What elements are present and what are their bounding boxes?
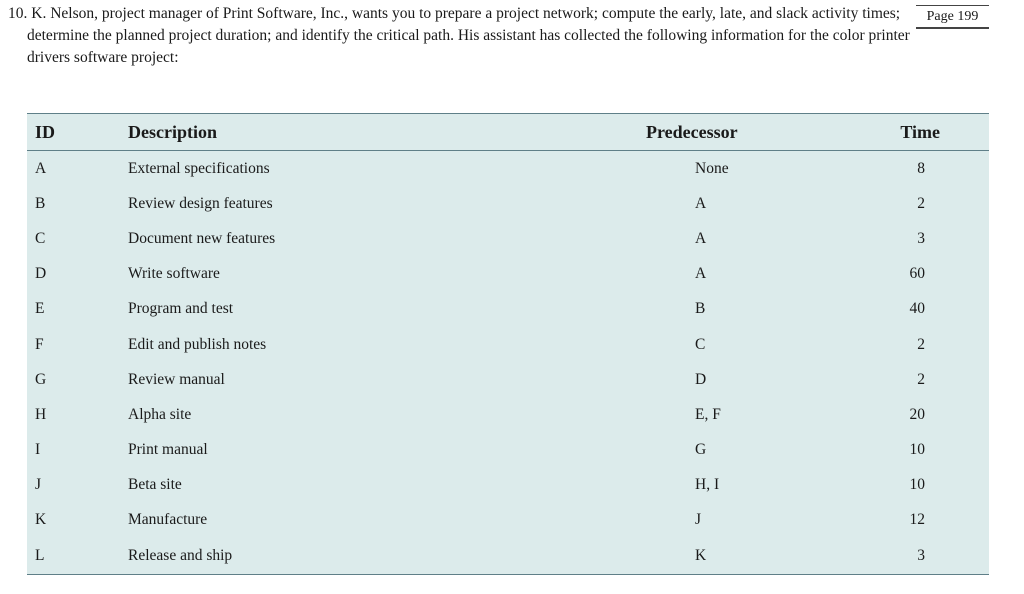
cell-description: Beta site: [128, 476, 182, 494]
cell-predecessor: A: [695, 229, 707, 247]
table-row: [27, 292, 989, 327]
table-row: [27, 151, 989, 187]
table-row: [27, 397, 989, 432]
cell-predecessor: K: [695, 546, 707, 564]
cell-description: Review design features: [128, 194, 273, 212]
header-description: Description: [128, 114, 608, 151]
cell-id: H: [35, 405, 47, 423]
cell-id: F: [35, 335, 44, 353]
cell-predecessor: H, I: [695, 476, 720, 494]
cell-time: 10: [909, 441, 925, 459]
cell-description: External specifications: [128, 159, 270, 177]
cell-predecessor: A: [695, 265, 707, 283]
table-row: [27, 433, 989, 468]
table-row: [27, 221, 989, 256]
cell-description: Manufacture: [128, 511, 208, 529]
cell-description: Print manual: [128, 441, 208, 459]
cell-description: Release and ship: [128, 546, 233, 564]
cell-time: 2: [917, 370, 925, 388]
cell-description: Review manual: [128, 370, 225, 388]
cell-time: 3: [917, 546, 925, 564]
cell-predecessor: A: [695, 194, 707, 212]
problem-statement: [8, 3, 927, 69]
cell-id: L: [35, 546, 45, 564]
cell-id: E: [35, 300, 45, 318]
cell-time: 20: [909, 405, 925, 423]
cell-description: Write software: [128, 265, 220, 283]
cell-id: J: [35, 476, 42, 494]
header-time: Time: [836, 114, 989, 151]
cell-predecessor: E, F: [695, 405, 721, 423]
activity-table: [27, 113, 989, 575]
cell-time: 2: [917, 335, 925, 353]
cell-predecessor: None: [695, 159, 729, 177]
table-row: [27, 257, 989, 292]
cell-description: Alpha site: [128, 405, 192, 423]
cell-id: I: [35, 441, 41, 459]
cell-time: 3: [917, 229, 925, 247]
cell-time: 10: [909, 476, 925, 494]
table-row: [27, 538, 989, 573]
table-row: [27, 327, 989, 362]
cell-id: D: [35, 265, 47, 283]
cell-description: Document new features: [128, 229, 276, 247]
header-id: ID: [27, 114, 128, 151]
cell-predecessor: B: [695, 300, 706, 318]
cell-time: 40: [909, 300, 925, 318]
header-predecessor: Predecessor: [608, 114, 836, 151]
cell-description: Program and test: [128, 300, 234, 318]
table-row: [27, 503, 989, 538]
cell-predecessor: D: [695, 370, 707, 388]
table-header-row: [27, 114, 989, 151]
table-body: [27, 151, 989, 574]
cell-id: A: [35, 159, 47, 177]
cell-time: 60: [909, 265, 925, 283]
cell-description: Edit and publish notes: [128, 335, 267, 353]
problem-number: 10.: [8, 5, 28, 22]
cell-id: K: [35, 511, 47, 529]
problem-text: K. Nelson, project manager of Print Software, Inc., wants you to prepare a project network; compute the early, late, and slack activity times; determine the planned project duration; and identify the critical path. His assistant has collected the following information for the color printer drivers software project:: [27, 5, 910, 66]
cell-time: 8: [917, 159, 925, 177]
cell-id: B: [35, 194, 46, 212]
cell-predecessor: J: [695, 511, 702, 529]
cell-id: C: [35, 229, 46, 247]
table-row: [27, 362, 989, 397]
cell-time: 12: [909, 511, 925, 529]
cell-predecessor: G: [695, 441, 707, 459]
table-row: [27, 468, 989, 503]
page-reference: Page 199: [916, 5, 989, 29]
table-row: [27, 186, 989, 221]
cell-predecessor: C: [695, 335, 706, 353]
cell-id: G: [35, 370, 47, 388]
cell-time: 2: [917, 194, 925, 212]
